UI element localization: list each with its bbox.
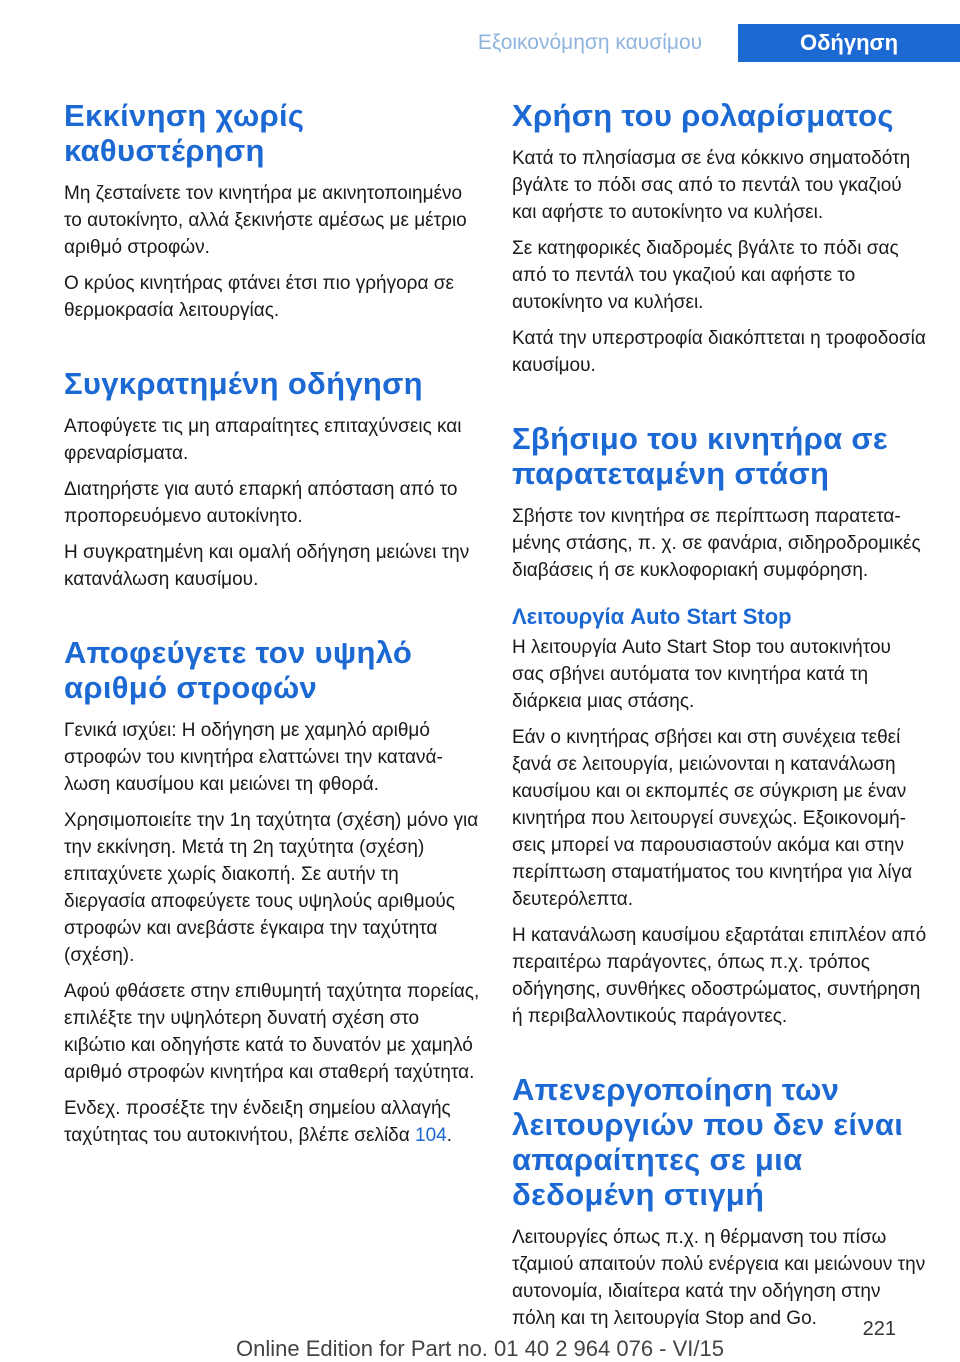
heading-start-without-delay: Εκκίνηση χωρίς καθυστέρηση — [64, 98, 305, 168]
paragraph: Κατά την υπερστροφία διακόπτεται η τροφοδοσία καυσίμου. — [512, 328, 926, 376]
page-footer — [0, 1336, 960, 1362]
paragraph-end: . — [446, 1125, 453, 1146]
paragraph: Γενικά ισχύει: Η οδήγηση με χαμηλό αριθμό στροφών του κινητήρα ελαττώνει την κατανάλωση καυσίμου και μειώνει τη φθορά. — [64, 720, 443, 795]
paragraph: Σβήστε τον κινητήρα σε περίπτωση παρατεταμένης στάσης, π. χ. σε φανάρια, σιδηροδρομικές διαβάσεις ή σε κυκλοφοριακή συμφόρηση. — [512, 506, 921, 581]
page-reference-link[interactable]: 104 — [415, 1125, 447, 1146]
paragraph: Η κατανάλωση καυσίμου εξαρτάται επιπλέον από περαιτέρω παράγοντες, όπως π.χ. τρόπος οδήγησης, συνθήκες οδοστρώματος, συντήρηση ή περιβαλλοντικούς παράγοντες. — [512, 925, 927, 1027]
heading-avoid-high-rpm: Αποφεύγετε τον υψηλό αριθμό στροφών — [64, 635, 413, 705]
paragraph: Ο κρύος κινητήρας φτάνει έτσι πιο γρήγορα σε θερμοκρασία λειτουργίας. — [64, 273, 454, 321]
heading-engine-off-long-stop: Σβήσιμο του κινητήρα σε παρατεταμένη στάση — [512, 421, 888, 491]
paragraph-text: Ενδεχ. προσέξτε την ένδειξη σημείου αλλαγής ταχύτητας του αυτοκινήτου, βλέπε σελίδα — [64, 1098, 451, 1146]
paragraph: Η συγκρατημένη και ομαλή οδήγηση μειώνει την κατανάλωση καυσίμου. — [64, 542, 470, 590]
tab-driving[interactable]: Οδήγηση — [738, 24, 960, 62]
paragraph: Αποφύγετε τις μη απαραίτητες επιταχύνσεις και φρεναρίσματα. — [64, 416, 462, 464]
paragraph: Λειτουργίες όπως π.χ. η θέρμανση του πίσω τζαμιού απαιτούν πολύ ενέργεια και μειώνουν την αυτονομία, ιδιαίτερα κατά την οδήγηση στην πόλη και τη λειτουργία Stop and Go. — [512, 1227, 926, 1329]
paragraph: Αφού φθάσετε στην επιθυμητή ταχύτητα πορείας, επιλέξτε την υψηλότερη δυνατή σχέση στο κιβώτιο και οδηγήστε κατά το δυνατόν με χαμηλό αριθμό στροφών κινητήρα και σταθερή ταχύτητα. — [64, 981, 480, 1083]
paragraph: Διατηρήστε για αυτό επαρκή απόσταση από το προπορευόμενο αυτοκίνητο. — [64, 479, 458, 527]
left-column — [64, 98, 480, 1158]
page-header — [0, 0, 960, 62]
right-column — [512, 98, 928, 1341]
subheading-auto-start-stop: Λειτουργία Auto Start Stop — [512, 604, 792, 629]
paragraph: Κατά το πλησίασμα σε ένα κόκκινο σηματοδότη βγάλτε το πόδι σας από το πεντάλ του γκαζιού και αφήστε το αυτοκίνητο να κυλήσει. — [512, 148, 911, 223]
paragraph: Μη ζεσταίνετε τον κινητήρα με ακινητοποιημένο το αυτοκίνητο, αλλά ξεκινήστε αμέσως με μέτριο αριθμό στροφών. — [64, 183, 467, 258]
section-breadcrumb[interactable]: Εξοικονόμηση καυσίμου — [477, 31, 703, 54]
paragraph: Εάν ο κινητήρας σβήσει και στη συνέχεια τεθεί ξανά σε λειτουργία, μειώνονται η κατανάλωση καυσίμου και οι εκπομπές σε σύγκριση με έναν κινητήρα που λειτουργεί συνεχώς. Εξοικονομήσεις μπορεί να παρουσιαστούν ακόμα και στην περίπτωση σταματήματος του κινητήρα για λίγα δευτερόλεπτα. — [512, 727, 913, 910]
heading-coasting: Χρήση του ρολαρίσματος — [512, 98, 894, 133]
paragraph: Χρησιμοποιείτε την 1η ταχύτητα (σχέση) μόνο για την εκκίνηση. Μετά τη 2η ταχύτητα (σχέση) επιταχύνετε χωρίς διακοπή. Σε αυτήν τη διεργασία αποφεύγετε τους υψηλούς αριθμούς στροφών και ανεβάστε έγκαιρα την ταχύτητα (σχέση). — [64, 810, 479, 966]
paragraph-with-page-ref — [64, 1095, 480, 1149]
paragraph: Σε κατηφορικές διαδρομές βγάλτε το πόδι σας από το πεντάλ του γκαζιού και αφήστε το αυτοκίνητο να κυλήσει. — [512, 238, 899, 313]
heading-disable-unneeded-functions: Απενεργοποίηση των λειτουργιών που δεν είναι απαραίτητες σε μια δεδομένη στιγμή — [512, 1072, 904, 1212]
page-number: 221 — [862, 1318, 896, 1340]
paragraph: Η λειτουργία Auto Start Stop του αυτοκινήτου σας σβήνει αυτόματα τον κινητήρα κατά τη διάρκεια μιας στάσης. — [512, 637, 891, 712]
edition-text: Online Edition for Part no. 01 40 2 964 076 - VI/15 — [236, 1336, 724, 1361]
heading-restrained-driving: Συγκρατημένη οδήγηση — [64, 366, 423, 401]
